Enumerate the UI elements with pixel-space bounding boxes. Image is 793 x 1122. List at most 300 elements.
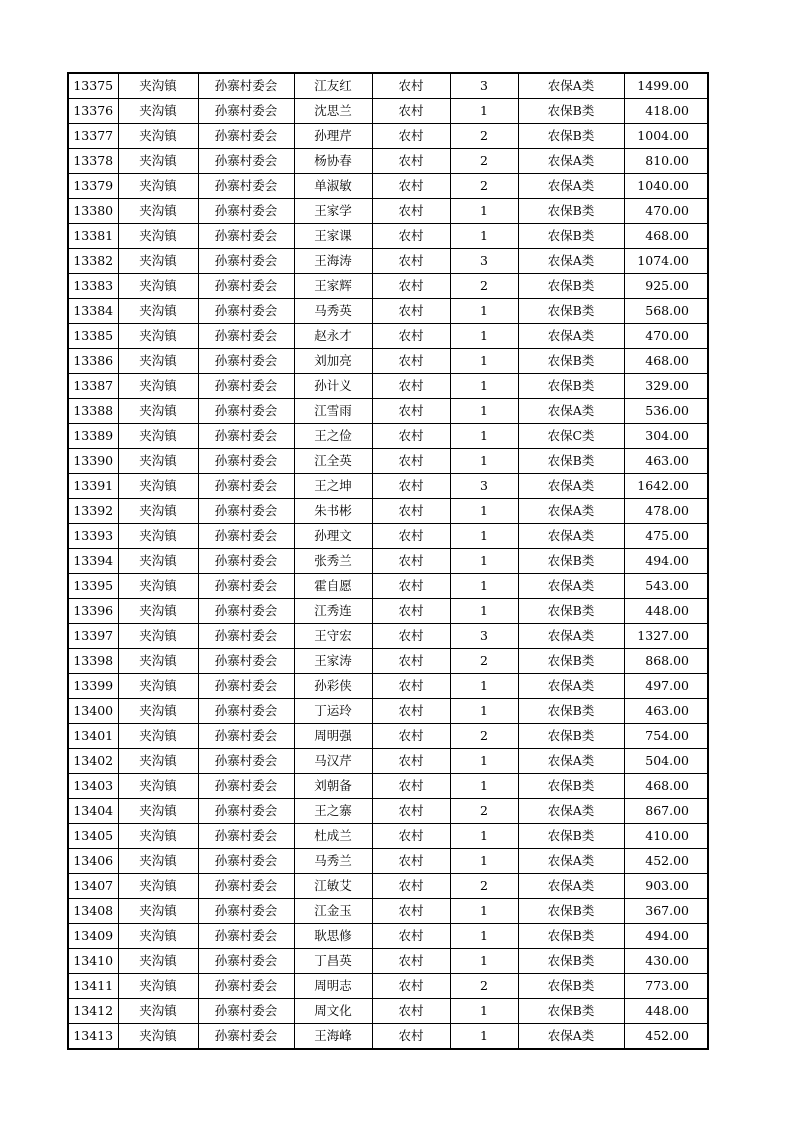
member-count-cell: 1 bbox=[450, 549, 518, 574]
household-type-cell: 农村 bbox=[372, 99, 450, 124]
member-count-cell: 1 bbox=[450, 299, 518, 324]
member-count-cell: 1 bbox=[450, 349, 518, 374]
household-type-cell: 农村 bbox=[372, 174, 450, 199]
category-cell: 农保B类 bbox=[518, 224, 624, 249]
town-cell: 夹沟镇 bbox=[118, 849, 198, 874]
table-row bbox=[68, 974, 708, 999]
serial-cell: 13378 bbox=[68, 149, 118, 174]
category-cell: 农保B类 bbox=[518, 549, 624, 574]
serial-cell: 13396 bbox=[68, 599, 118, 624]
amount-cell: 754.00 bbox=[624, 724, 708, 749]
table-row bbox=[68, 924, 708, 949]
village-cell: 孙寨村委会 bbox=[198, 199, 294, 224]
town-cell: 夹沟镇 bbox=[118, 73, 198, 99]
table-row bbox=[68, 574, 708, 599]
category-cell: 农保A类 bbox=[518, 324, 624, 349]
household-type-cell: 农村 bbox=[372, 549, 450, 574]
category-cell: 农保B类 bbox=[518, 899, 624, 924]
member-count-cell: 1 bbox=[450, 749, 518, 774]
amount-cell: 463.00 bbox=[624, 449, 708, 474]
town-cell: 夹沟镇 bbox=[118, 674, 198, 699]
category-cell: 农保B类 bbox=[518, 99, 624, 124]
category-cell: 农保B类 bbox=[518, 199, 624, 224]
amount-cell: 925.00 bbox=[624, 274, 708, 299]
category-cell: 农保B类 bbox=[518, 699, 624, 724]
village-cell: 孙寨村委会 bbox=[198, 499, 294, 524]
category-cell: 农保B类 bbox=[518, 774, 624, 799]
name-cell: 江敏艾 bbox=[294, 874, 372, 899]
household-type-cell: 农村 bbox=[372, 699, 450, 724]
household-type-cell: 农村 bbox=[372, 299, 450, 324]
amount-cell: 478.00 bbox=[624, 499, 708, 524]
household-type-cell: 农村 bbox=[372, 949, 450, 974]
town-cell: 夹沟镇 bbox=[118, 524, 198, 549]
table-row bbox=[68, 824, 708, 849]
town-cell: 夹沟镇 bbox=[118, 999, 198, 1024]
village-cell: 孙寨村委会 bbox=[198, 174, 294, 199]
household-type-cell: 农村 bbox=[372, 274, 450, 299]
town-cell: 夹沟镇 bbox=[118, 799, 198, 824]
serial-cell: 13381 bbox=[68, 224, 118, 249]
town-cell: 夹沟镇 bbox=[118, 549, 198, 574]
member-count-cell: 1 bbox=[450, 399, 518, 424]
table-row bbox=[68, 349, 708, 374]
member-count-cell: 3 bbox=[450, 474, 518, 499]
village-cell: 孙寨村委会 bbox=[198, 574, 294, 599]
amount-cell: 430.00 bbox=[624, 949, 708, 974]
village-cell: 孙寨村委会 bbox=[198, 124, 294, 149]
member-count-cell: 1 bbox=[450, 924, 518, 949]
town-cell: 夹沟镇 bbox=[118, 974, 198, 999]
amount-cell: 470.00 bbox=[624, 199, 708, 224]
household-type-cell: 农村 bbox=[372, 674, 450, 699]
town-cell: 夹沟镇 bbox=[118, 299, 198, 324]
table-row bbox=[68, 73, 708, 99]
household-type-cell: 农村 bbox=[372, 874, 450, 899]
name-cell: 孙理芹 bbox=[294, 124, 372, 149]
village-cell: 孙寨村委会 bbox=[198, 649, 294, 674]
name-cell: 王守宏 bbox=[294, 624, 372, 649]
amount-cell: 468.00 bbox=[624, 224, 708, 249]
town-cell: 夹沟镇 bbox=[118, 424, 198, 449]
table-row bbox=[68, 749, 708, 774]
village-cell: 孙寨村委会 bbox=[198, 899, 294, 924]
village-cell: 孙寨村委会 bbox=[198, 949, 294, 974]
member-count-cell: 1 bbox=[450, 699, 518, 724]
table-row bbox=[68, 299, 708, 324]
household-type-cell: 农村 bbox=[372, 849, 450, 874]
member-count-cell: 1 bbox=[450, 999, 518, 1024]
village-cell: 孙寨村委会 bbox=[198, 674, 294, 699]
serial-cell: 13395 bbox=[68, 574, 118, 599]
category-cell: 农保A类 bbox=[518, 874, 624, 899]
household-type-cell: 农村 bbox=[372, 724, 450, 749]
household-type-cell: 农村 bbox=[372, 324, 450, 349]
member-count-cell: 3 bbox=[450, 249, 518, 274]
table-row bbox=[68, 874, 708, 899]
town-cell: 夹沟镇 bbox=[118, 199, 198, 224]
amount-cell: 468.00 bbox=[624, 349, 708, 374]
table-row bbox=[68, 624, 708, 649]
household-type-cell: 农村 bbox=[372, 799, 450, 824]
amount-cell: 1040.00 bbox=[624, 174, 708, 199]
amount-cell: 463.00 bbox=[624, 699, 708, 724]
member-count-cell: 3 bbox=[450, 624, 518, 649]
village-cell: 孙寨村委会 bbox=[198, 974, 294, 999]
table-row bbox=[68, 449, 708, 474]
name-cell: 孙彩侠 bbox=[294, 674, 372, 699]
serial-cell: 13389 bbox=[68, 424, 118, 449]
village-cell: 孙寨村委会 bbox=[198, 99, 294, 124]
serial-cell: 13399 bbox=[68, 674, 118, 699]
serial-cell: 13412 bbox=[68, 999, 118, 1024]
name-cell: 王家学 bbox=[294, 199, 372, 224]
village-cell: 孙寨村委会 bbox=[198, 624, 294, 649]
table-row bbox=[68, 699, 708, 724]
member-count-cell: 1 bbox=[450, 324, 518, 349]
category-cell: 农保A类 bbox=[518, 174, 624, 199]
name-cell: 王海涛 bbox=[294, 249, 372, 274]
village-cell: 孙寨村委会 bbox=[198, 249, 294, 274]
category-cell: 农保B类 bbox=[518, 724, 624, 749]
town-cell: 夹沟镇 bbox=[118, 324, 198, 349]
amount-cell: 903.00 bbox=[624, 874, 708, 899]
town-cell: 夹沟镇 bbox=[118, 774, 198, 799]
member-count-cell: 1 bbox=[450, 424, 518, 449]
town-cell: 夹沟镇 bbox=[118, 124, 198, 149]
household-type-cell: 农村 bbox=[372, 73, 450, 99]
amount-cell: 543.00 bbox=[624, 574, 708, 599]
serial-cell: 13384 bbox=[68, 299, 118, 324]
member-count-cell: 2 bbox=[450, 799, 518, 824]
member-count-cell: 1 bbox=[450, 774, 518, 799]
category-cell: 农保A类 bbox=[518, 499, 624, 524]
serial-cell: 13376 bbox=[68, 99, 118, 124]
serial-cell: 13393 bbox=[68, 524, 118, 549]
village-cell: 孙寨村委会 bbox=[198, 699, 294, 724]
amount-cell: 452.00 bbox=[624, 1024, 708, 1050]
member-count-cell: 2 bbox=[450, 174, 518, 199]
serial-cell: 13398 bbox=[68, 649, 118, 674]
member-count-cell: 2 bbox=[450, 274, 518, 299]
category-cell: 农保C类 bbox=[518, 424, 624, 449]
name-cell: 刘加亮 bbox=[294, 349, 372, 374]
category-cell: 农保B类 bbox=[518, 124, 624, 149]
amount-cell: 475.00 bbox=[624, 524, 708, 549]
amount-cell: 1499.00 bbox=[624, 73, 708, 99]
name-cell: 沈思兰 bbox=[294, 99, 372, 124]
amount-cell: 1642.00 bbox=[624, 474, 708, 499]
household-type-cell: 农村 bbox=[372, 524, 450, 549]
household-type-cell: 农村 bbox=[372, 424, 450, 449]
name-cell: 杜成兰 bbox=[294, 824, 372, 849]
member-count-cell: 1 bbox=[450, 1024, 518, 1050]
amount-cell: 410.00 bbox=[624, 824, 708, 849]
name-cell: 周文化 bbox=[294, 999, 372, 1024]
category-cell: 农保B类 bbox=[518, 999, 624, 1024]
household-type-cell: 农村 bbox=[372, 624, 450, 649]
village-cell: 孙寨村委会 bbox=[198, 599, 294, 624]
table-row bbox=[68, 199, 708, 224]
amount-cell: 536.00 bbox=[624, 399, 708, 424]
serial-cell: 13410 bbox=[68, 949, 118, 974]
amount-cell: 448.00 bbox=[624, 599, 708, 624]
amount-cell: 1004.00 bbox=[624, 124, 708, 149]
category-cell: 农保A类 bbox=[518, 574, 624, 599]
household-type-cell: 农村 bbox=[372, 399, 450, 424]
serial-cell: 13377 bbox=[68, 124, 118, 149]
serial-cell: 13388 bbox=[68, 399, 118, 424]
category-cell: 农保A类 bbox=[518, 1024, 624, 1050]
table-row bbox=[68, 674, 708, 699]
household-type-cell: 农村 bbox=[372, 924, 450, 949]
table-row bbox=[68, 949, 708, 974]
name-cell: 孙计义 bbox=[294, 374, 372, 399]
town-cell: 夹沟镇 bbox=[118, 649, 198, 674]
member-count-cell: 2 bbox=[450, 724, 518, 749]
table-row bbox=[68, 549, 708, 574]
village-cell: 孙寨村委会 bbox=[198, 299, 294, 324]
category-cell: 农保B类 bbox=[518, 824, 624, 849]
member-count-cell: 1 bbox=[450, 849, 518, 874]
serial-cell: 13387 bbox=[68, 374, 118, 399]
member-count-cell: 1 bbox=[450, 224, 518, 249]
name-cell: 丁昌英 bbox=[294, 949, 372, 974]
name-cell: 王之寨 bbox=[294, 799, 372, 824]
table-row bbox=[68, 174, 708, 199]
amount-cell: 1074.00 bbox=[624, 249, 708, 274]
serial-cell: 13400 bbox=[68, 699, 118, 724]
table-row bbox=[68, 324, 708, 349]
household-type-cell: 农村 bbox=[372, 974, 450, 999]
member-count-cell: 1 bbox=[450, 574, 518, 599]
town-cell: 夹沟镇 bbox=[118, 924, 198, 949]
serial-cell: 13407 bbox=[68, 874, 118, 899]
village-cell: 孙寨村委会 bbox=[198, 874, 294, 899]
household-type-cell: 农村 bbox=[372, 224, 450, 249]
amount-cell: 367.00 bbox=[624, 899, 708, 924]
name-cell: 王海峰 bbox=[294, 1024, 372, 1050]
name-cell: 江秀连 bbox=[294, 599, 372, 624]
name-cell: 王之俭 bbox=[294, 424, 372, 449]
town-cell: 夹沟镇 bbox=[118, 874, 198, 899]
serial-cell: 13402 bbox=[68, 749, 118, 774]
town-cell: 夹沟镇 bbox=[118, 949, 198, 974]
amount-cell: 1327.00 bbox=[624, 624, 708, 649]
town-cell: 夹沟镇 bbox=[118, 699, 198, 724]
town-cell: 夹沟镇 bbox=[118, 224, 198, 249]
table-row bbox=[68, 724, 708, 749]
amount-cell: 468.00 bbox=[624, 774, 708, 799]
name-cell: 马汉芹 bbox=[294, 749, 372, 774]
village-cell: 孙寨村委会 bbox=[198, 999, 294, 1024]
amount-cell: 773.00 bbox=[624, 974, 708, 999]
member-count-cell: 1 bbox=[450, 99, 518, 124]
household-type-cell: 农村 bbox=[372, 899, 450, 924]
amount-cell: 504.00 bbox=[624, 749, 708, 774]
table-row bbox=[68, 599, 708, 624]
village-cell: 孙寨村委会 bbox=[198, 774, 294, 799]
name-cell: 王家辉 bbox=[294, 274, 372, 299]
table-row bbox=[68, 249, 708, 274]
town-cell: 夹沟镇 bbox=[118, 399, 198, 424]
roster-body bbox=[68, 73, 708, 1049]
table-row bbox=[68, 424, 708, 449]
member-count-cell: 2 bbox=[450, 974, 518, 999]
category-cell: 农保B类 bbox=[518, 299, 624, 324]
table-row bbox=[68, 99, 708, 124]
table-row bbox=[68, 224, 708, 249]
amount-cell: 810.00 bbox=[624, 149, 708, 174]
name-cell: 杨协春 bbox=[294, 149, 372, 174]
name-cell: 耿思修 bbox=[294, 924, 372, 949]
household-type-cell: 农村 bbox=[372, 449, 450, 474]
village-cell: 孙寨村委会 bbox=[198, 474, 294, 499]
town-cell: 夹沟镇 bbox=[118, 624, 198, 649]
name-cell: 江雪雨 bbox=[294, 399, 372, 424]
serial-cell: 13386 bbox=[68, 349, 118, 374]
town-cell: 夹沟镇 bbox=[118, 824, 198, 849]
roster-table bbox=[67, 72, 709, 1050]
town-cell: 夹沟镇 bbox=[118, 499, 198, 524]
serial-cell: 13379 bbox=[68, 174, 118, 199]
serial-cell: 13397 bbox=[68, 624, 118, 649]
village-cell: 孙寨村委会 bbox=[198, 724, 294, 749]
village-cell: 孙寨村委会 bbox=[198, 449, 294, 474]
household-type-cell: 农村 bbox=[372, 574, 450, 599]
category-cell: 农保B类 bbox=[518, 449, 624, 474]
village-cell: 孙寨村委会 bbox=[198, 274, 294, 299]
member-count-cell: 1 bbox=[450, 524, 518, 549]
category-cell: 农保A类 bbox=[518, 624, 624, 649]
serial-cell: 13391 bbox=[68, 474, 118, 499]
amount-cell: 867.00 bbox=[624, 799, 708, 824]
serial-cell: 13408 bbox=[68, 899, 118, 924]
name-cell: 孙理文 bbox=[294, 524, 372, 549]
table-row bbox=[68, 124, 708, 149]
amount-cell: 452.00 bbox=[624, 849, 708, 874]
serial-cell: 13380 bbox=[68, 199, 118, 224]
serial-cell: 13413 bbox=[68, 1024, 118, 1050]
village-cell: 孙寨村委会 bbox=[198, 149, 294, 174]
village-cell: 孙寨村委会 bbox=[198, 749, 294, 774]
amount-cell: 448.00 bbox=[624, 999, 708, 1024]
serial-cell: 13385 bbox=[68, 324, 118, 349]
village-cell: 孙寨村委会 bbox=[198, 1024, 294, 1050]
category-cell: 农保A类 bbox=[518, 249, 624, 274]
member-count-cell: 1 bbox=[450, 199, 518, 224]
category-cell: 农保A类 bbox=[518, 849, 624, 874]
amount-cell: 494.00 bbox=[624, 549, 708, 574]
serial-cell: 13403 bbox=[68, 774, 118, 799]
table-row bbox=[68, 849, 708, 874]
village-cell: 孙寨村委会 bbox=[198, 349, 294, 374]
name-cell: 马秀英 bbox=[294, 299, 372, 324]
serial-cell: 13375 bbox=[68, 73, 118, 99]
name-cell: 王家涛 bbox=[294, 649, 372, 674]
serial-cell: 13382 bbox=[68, 249, 118, 274]
category-cell: 农保A类 bbox=[518, 73, 624, 99]
category-cell: 农保B类 bbox=[518, 949, 624, 974]
name-cell: 马秀兰 bbox=[294, 849, 372, 874]
member-count-cell: 2 bbox=[450, 149, 518, 174]
name-cell: 江全英 bbox=[294, 449, 372, 474]
village-cell: 孙寨村委会 bbox=[198, 424, 294, 449]
village-cell: 孙寨村委会 bbox=[198, 374, 294, 399]
household-type-cell: 农村 bbox=[372, 124, 450, 149]
category-cell: 农保B类 bbox=[518, 374, 624, 399]
member-count-cell: 2 bbox=[450, 124, 518, 149]
town-cell: 夹沟镇 bbox=[118, 749, 198, 774]
member-count-cell: 2 bbox=[450, 649, 518, 674]
member-count-cell: 1 bbox=[450, 599, 518, 624]
household-type-cell: 农村 bbox=[372, 774, 450, 799]
village-cell: 孙寨村委会 bbox=[198, 799, 294, 824]
name-cell: 张秀兰 bbox=[294, 549, 372, 574]
household-type-cell: 农村 bbox=[372, 749, 450, 774]
town-cell: 夹沟镇 bbox=[118, 724, 198, 749]
table-row bbox=[68, 374, 708, 399]
village-cell: 孙寨村委会 bbox=[198, 924, 294, 949]
name-cell: 王家课 bbox=[294, 224, 372, 249]
member-count-cell: 1 bbox=[450, 674, 518, 699]
village-cell: 孙寨村委会 bbox=[198, 824, 294, 849]
name-cell: 单淑敏 bbox=[294, 174, 372, 199]
name-cell: 王之坤 bbox=[294, 474, 372, 499]
amount-cell: 497.00 bbox=[624, 674, 708, 699]
category-cell: 农保A类 bbox=[518, 399, 624, 424]
member-count-cell: 1 bbox=[450, 449, 518, 474]
category-cell: 农保B类 bbox=[518, 974, 624, 999]
category-cell: 农保A类 bbox=[518, 674, 624, 699]
member-count-cell: 2 bbox=[450, 874, 518, 899]
table-row bbox=[68, 524, 708, 549]
member-count-cell: 3 bbox=[450, 73, 518, 99]
town-cell: 夹沟镇 bbox=[118, 1024, 198, 1050]
village-cell: 孙寨村委会 bbox=[198, 549, 294, 574]
table-row bbox=[68, 799, 708, 824]
member-count-cell: 1 bbox=[450, 899, 518, 924]
town-cell: 夹沟镇 bbox=[118, 599, 198, 624]
household-type-cell: 农村 bbox=[372, 999, 450, 1024]
member-count-cell: 1 bbox=[450, 949, 518, 974]
table-row bbox=[68, 149, 708, 174]
household-type-cell: 农村 bbox=[372, 474, 450, 499]
town-cell: 夹沟镇 bbox=[118, 99, 198, 124]
serial-cell: 13401 bbox=[68, 724, 118, 749]
name-cell: 江金玉 bbox=[294, 899, 372, 924]
amount-cell: 494.00 bbox=[624, 924, 708, 949]
name-cell: 江友红 bbox=[294, 73, 372, 99]
name-cell: 朱书彬 bbox=[294, 499, 372, 524]
household-type-cell: 农村 bbox=[372, 249, 450, 274]
category-cell: 农保A类 bbox=[518, 749, 624, 774]
village-cell: 孙寨村委会 bbox=[198, 324, 294, 349]
village-cell: 孙寨村委会 bbox=[198, 73, 294, 99]
household-type-cell: 农村 bbox=[372, 349, 450, 374]
town-cell: 夹沟镇 bbox=[118, 149, 198, 174]
category-cell: 农保B类 bbox=[518, 599, 624, 624]
household-type-cell: 农村 bbox=[372, 199, 450, 224]
village-cell: 孙寨村委会 bbox=[198, 399, 294, 424]
category-cell: 农保A类 bbox=[518, 524, 624, 549]
household-type-cell: 农村 bbox=[372, 499, 450, 524]
serial-cell: 13383 bbox=[68, 274, 118, 299]
member-count-cell: 1 bbox=[450, 824, 518, 849]
table-row bbox=[68, 274, 708, 299]
household-type-cell: 农村 bbox=[372, 824, 450, 849]
serial-cell: 13392 bbox=[68, 499, 118, 524]
